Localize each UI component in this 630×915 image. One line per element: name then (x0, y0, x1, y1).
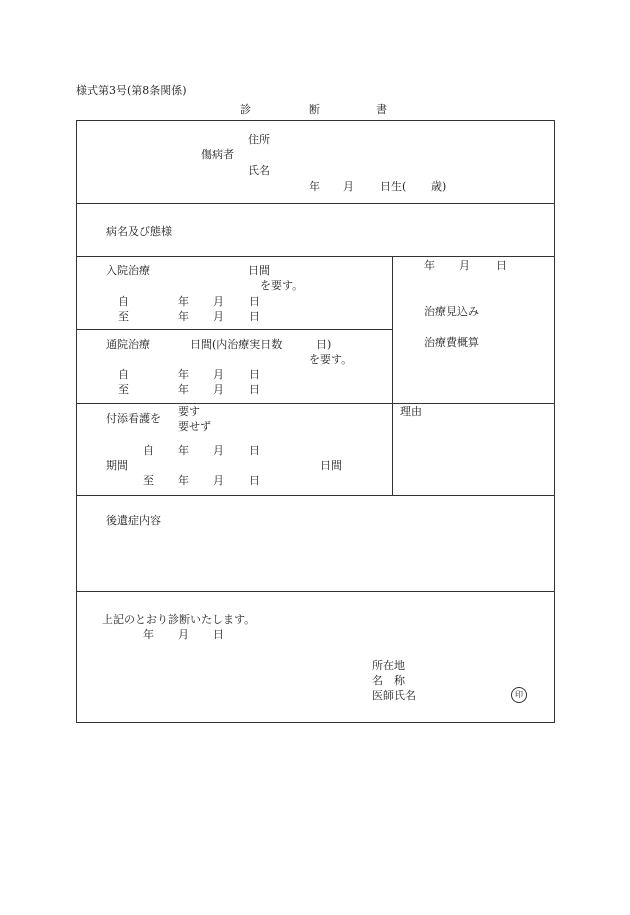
outpatient-requires: を要す。 (309, 353, 353, 366)
divider-treatment (76, 403, 555, 404)
divider-patient (76, 203, 555, 204)
address-label: 住所 (248, 133, 270, 146)
inpatient-days-label: 日間 (248, 264, 270, 277)
form-number-label: 様式第3号(第8条関係) (76, 84, 187, 97)
outpatient-days-close: 日) (316, 338, 332, 351)
nursing-from: 自 (143, 444, 154, 457)
nursing-to-month: 月 (213, 474, 224, 487)
outpatient-to: 至 (118, 383, 129, 396)
divider-nursing (76, 495, 555, 496)
treatment-cost-label: 治療費概算 (424, 336, 479, 349)
inpatient-from-year: 年 (178, 295, 189, 308)
sequelae-label: 後遺症内容 (106, 514, 161, 527)
divider-disease (76, 256, 555, 257)
inpatient-from-day: 日 (249, 295, 260, 308)
nursing-period-label: 期間 (106, 459, 128, 472)
outpatient-to-year: 年 (178, 383, 189, 396)
outpatient-days-label: 日間(内治療実日数 (190, 338, 283, 351)
outpatient-to-month: 月 (213, 383, 224, 396)
title-char-1: 診 (240, 103, 251, 116)
inpatient-requires: を要す。 (260, 279, 304, 292)
nursing-from-month: 月 (213, 444, 224, 457)
outpatient-from-day: 日 (249, 368, 260, 381)
certification-statement: 上記のとおり診断いたします。 (102, 613, 256, 626)
nursing-needed-option: 要す (178, 405, 200, 418)
certification-year: 年 (143, 628, 154, 641)
divider-inpatient (76, 329, 392, 330)
nursing-from-year: 年 (178, 444, 189, 457)
inpatient-from: 自 (118, 295, 129, 308)
nursing-to-day: 日 (249, 474, 260, 487)
inpatient-to-day: 日 (249, 310, 260, 323)
right-panel-year: 年 (424, 259, 435, 272)
inpatient-from-month: 月 (213, 295, 224, 308)
right-panel-day: 日 (496, 259, 507, 272)
age-label: 歳) (431, 180, 447, 193)
certification-day: 日 (213, 628, 224, 641)
birth-year-label: 年 (309, 180, 320, 193)
inpatient-label: 入院治療 (106, 264, 150, 277)
nursing-not-needed-option: 要せず (178, 420, 211, 433)
nursing-to-year: 年 (178, 474, 189, 487)
outpatient-from: 自 (118, 368, 129, 381)
disease-label: 病名及び態様 (106, 225, 172, 238)
outpatient-to-day: 日 (249, 383, 260, 396)
patient-heading: 傷病者 (201, 148, 234, 161)
treatment-outlook-label: 治療見込み (424, 305, 479, 318)
inpatient-to: 至 (118, 310, 129, 323)
title-char-2: 断 (309, 103, 320, 116)
facility-name-label: 名 称 (372, 674, 405, 687)
reason-label: 理由 (400, 405, 422, 418)
inpatient-to-year: 年 (178, 310, 189, 323)
right-panel-month: 月 (459, 259, 470, 272)
nursing-label: 付添看護を (106, 412, 161, 425)
birth-day-label: 日生( (380, 180, 407, 193)
seal-icon: 印 (511, 687, 527, 703)
name-label: 氏名 (248, 164, 270, 177)
certification-month: 月 (178, 628, 189, 641)
nursing-days-label: 日間 (320, 459, 342, 472)
birth-month-label: 月 (343, 180, 354, 193)
divider-sequelae (76, 591, 555, 592)
nursing-from-day: 日 (249, 444, 260, 457)
outpatient-from-month: 月 (213, 368, 224, 381)
location-label: 所在地 (372, 659, 405, 672)
doctor-name-label: 医師氏名 (372, 689, 416, 702)
inpatient-to-month: 月 (213, 310, 224, 323)
outpatient-label: 通院治療 (106, 338, 150, 351)
document-title (240, 103, 251, 116)
divider-vertical (392, 256, 393, 495)
title-char-3: 書 (376, 103, 387, 116)
outpatient-from-year: 年 (178, 368, 189, 381)
nursing-to: 至 (143, 474, 154, 487)
